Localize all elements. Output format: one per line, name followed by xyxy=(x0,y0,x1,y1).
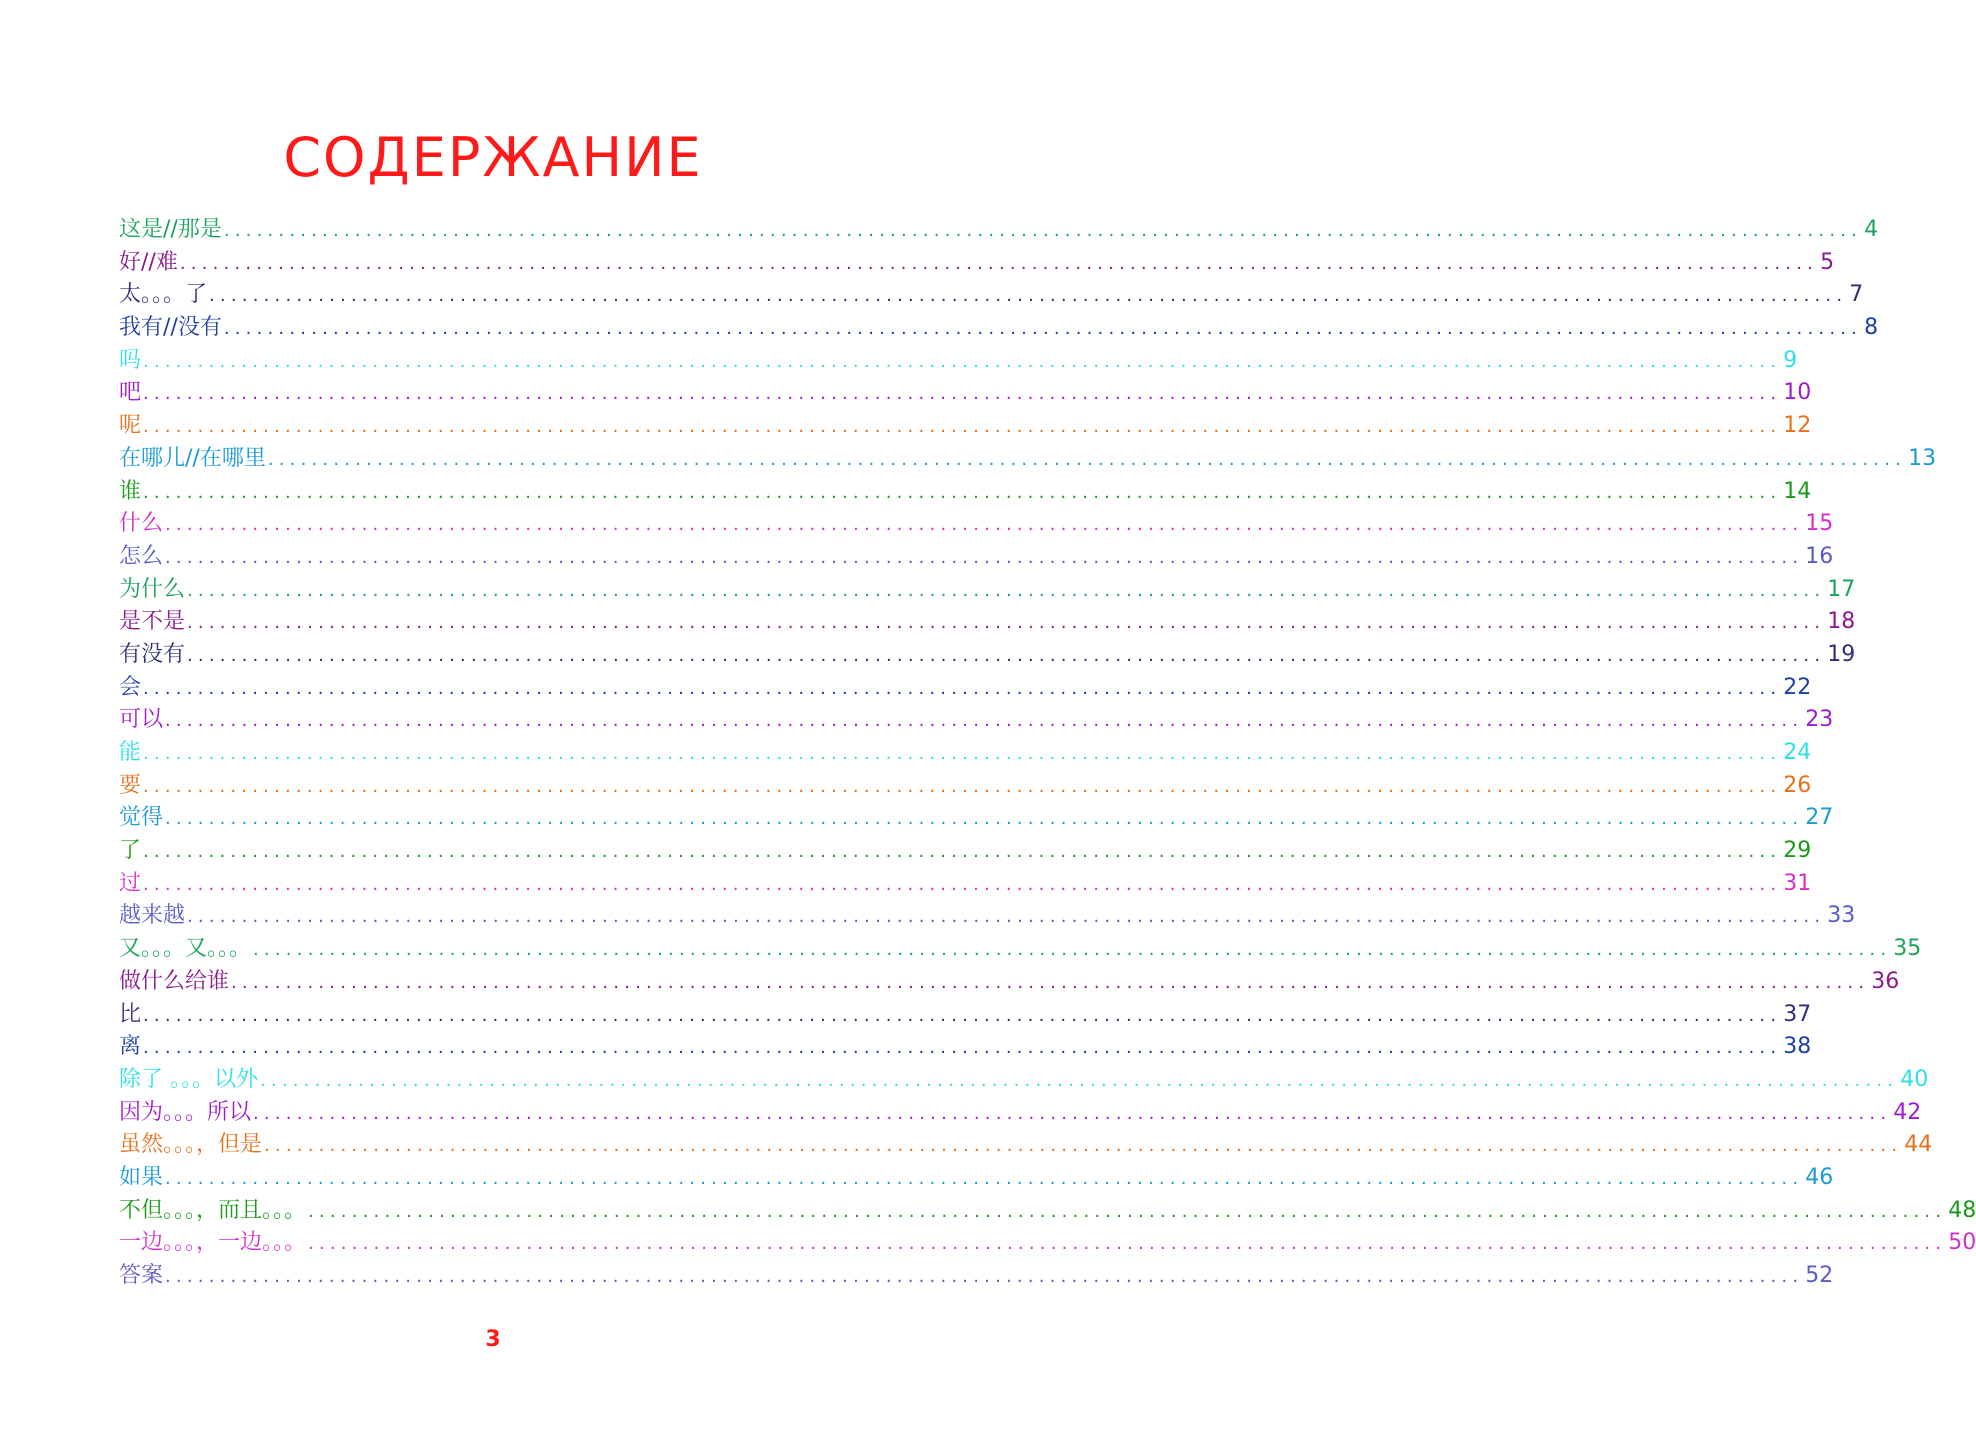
dot-leader: ...................................................................................................................................................... xyxy=(267,448,1907,470)
toc-entry[interactable] xyxy=(119,802,1834,835)
toc-entry-title: 为什么 xyxy=(119,576,186,602)
toc-entry-page-number: 14 xyxy=(1783,478,1812,504)
toc-entry-page-number: 35 xyxy=(1893,936,1922,962)
toc-entry-page-number: 33 xyxy=(1827,903,1856,929)
toc-entry[interactable] xyxy=(119,737,1812,770)
dot-leader: ...................................................................................................................................................... xyxy=(253,939,1892,961)
toc-entry-page-number: 9 xyxy=(1783,347,1798,373)
toc-entry-title: 我有//没有 xyxy=(119,315,222,341)
toc-entry-title: 谁 xyxy=(119,478,142,504)
toc-entry-title: 又。。。又。。。 xyxy=(119,936,252,962)
dot-leader: ...................................................................................................................................................... xyxy=(143,873,1782,895)
dot-leader: ...................................................................................................................................................... xyxy=(143,775,1782,797)
toc-entry-page-number: 22 xyxy=(1783,674,1812,700)
dot-leader: ...................................................................................................................................................... xyxy=(223,318,1863,340)
toc-entry[interactable] xyxy=(119,1064,1929,1097)
toc-entry-title: 在哪儿//在哪里 xyxy=(119,445,266,471)
dot-leader: ...................................................................................................................................................... xyxy=(308,1200,1947,1222)
dot-leader: ...................................................................................................................................................... xyxy=(187,612,1826,634)
toc-entry[interactable] xyxy=(119,312,1879,345)
toc-entry[interactable] xyxy=(119,508,1834,541)
toc-entry-title: 要 xyxy=(119,772,142,798)
toc-entry-page-number: 7 xyxy=(1849,282,1864,308)
toc-entry[interactable] xyxy=(119,1162,1834,1195)
dot-leader: ...................................................................................................................................................... xyxy=(143,677,1782,699)
dot-leader: ...................................................................................................................................................... xyxy=(187,644,1826,666)
toc-entry-title: 什么 xyxy=(119,511,164,537)
dot-leader: ...................................................................................................................................................... xyxy=(165,1167,1804,1189)
toc-entry-page-number: 27 xyxy=(1805,805,1834,831)
toc-entry[interactable] xyxy=(119,574,1856,607)
toc-entry[interactable] xyxy=(119,900,1856,933)
toc-entry-title: 是不是 xyxy=(119,609,186,635)
toc-entry-page-number: 40 xyxy=(1900,1066,1929,1092)
dot-leader: ...................................................................................................................................................... xyxy=(260,1069,1899,1091)
toc-entry-title: 做什么给谁 xyxy=(119,968,230,994)
toc-entry-title: 怎么 xyxy=(119,543,164,569)
toc-entry-title: 一边。。。，一边。。。 xyxy=(119,1230,307,1256)
toc-entry-title: 觉得 xyxy=(119,805,164,831)
dot-leader: ...................................................................................................................................................... xyxy=(143,743,1782,764)
toc-entry-page-number: 26 xyxy=(1783,772,1812,798)
toc-entry-page-number: 24 xyxy=(1783,740,1812,765)
toc-entry-title: 吧 xyxy=(119,380,142,406)
toc-entry[interactable] xyxy=(119,672,1812,705)
toc-entry-title: 除了 。。。以外 xyxy=(119,1066,258,1092)
dot-leader: ...................................................................................................................................................... xyxy=(143,1037,1782,1059)
toc-entry-title: 有没有 xyxy=(119,641,186,667)
toc-entry[interactable] xyxy=(119,247,1835,280)
toc-entry-page-number: 37 xyxy=(1783,1001,1812,1027)
dot-leader: ...................................................................................................................................................... xyxy=(143,841,1782,863)
page-title: СОДЕРЖАНИЕ xyxy=(283,126,703,189)
dot-leader: ...................................................................................................................................................... xyxy=(143,350,1782,372)
toc-entry-page-number: 12 xyxy=(1783,413,1812,439)
toc-entry-page-number: 17 xyxy=(1827,576,1856,602)
toc-entry-page-number: 36 xyxy=(1871,968,1900,994)
toc-entry-title: 太。。。了 xyxy=(119,282,208,308)
toc-entry-title: 越来越 xyxy=(119,903,186,929)
toc-entry[interactable] xyxy=(119,1129,1933,1162)
toc-entry[interactable] xyxy=(119,279,1864,312)
toc-entry[interactable] xyxy=(119,1260,1834,1293)
toc-entry[interactable] xyxy=(119,214,1879,247)
dot-leader: ...................................................................................................................................................... xyxy=(165,1266,1804,1287)
toc-entry-page-number: 48 xyxy=(1948,1197,1976,1223)
toc-entry-page-number: 16 xyxy=(1805,543,1834,569)
dot-leader: ...................................................................................................................................................... xyxy=(143,416,1782,438)
dot-leader: ...................................................................................................................................................... xyxy=(187,579,1826,601)
toc-entry-title: 因为。。。所以 xyxy=(119,1099,252,1125)
toc-entry-title: 可以 xyxy=(119,707,164,733)
dot-leader: ...................................................................................................................................................... xyxy=(165,514,1804,536)
dot-leader: ...................................................................................................................................................... xyxy=(308,1233,1947,1255)
toc-entry-page-number: 29 xyxy=(1783,838,1812,864)
toc-entry[interactable] xyxy=(119,1195,1976,1228)
toc-entry[interactable] xyxy=(119,476,1812,509)
dot-leader: ...................................................................................................................................................... xyxy=(143,1004,1782,1026)
toc-entry-title: 虽然。。。，但是 xyxy=(119,1132,263,1158)
toc-entry-title: 能 xyxy=(119,740,142,765)
toc-entry[interactable] xyxy=(119,704,1834,737)
toc-entry-title: 会 xyxy=(119,674,142,700)
toc-entry[interactable] xyxy=(119,1097,1922,1130)
toc-entry[interactable] xyxy=(119,966,1900,999)
toc-entry-title: 吗 xyxy=(119,347,142,373)
toc-entry-title: 离 xyxy=(119,1034,142,1060)
toc-entry-title: 呢 xyxy=(119,413,142,439)
toc-entry-page-number: 38 xyxy=(1783,1034,1812,1060)
toc-entry[interactable] xyxy=(119,410,1812,443)
table-of-contents xyxy=(119,214,1976,1293)
toc-entry[interactable] xyxy=(119,933,1922,966)
toc-entry-page-number: 10 xyxy=(1783,380,1812,406)
toc-entry-page-number: 8 xyxy=(1864,315,1879,341)
toc-entry[interactable] xyxy=(119,770,1812,803)
toc-entry-page-number: 46 xyxy=(1805,1164,1834,1190)
toc-entry-page-number: 15 xyxy=(1805,511,1834,537)
toc-entry[interactable] xyxy=(119,639,1856,672)
toc-entry-title: 比 xyxy=(119,1001,142,1027)
toc-entry-title: 不但。。。，而且。。。 xyxy=(119,1197,307,1223)
dot-leader: ...................................................................................................................................................... xyxy=(209,285,1848,307)
toc-entry[interactable] xyxy=(119,868,1812,901)
toc-entry-title: 过 xyxy=(119,870,142,896)
dot-leader: ...................................................................................................................................................... xyxy=(187,906,1826,928)
dot-leader: ...................................................................................................................................................... xyxy=(231,971,1870,993)
toc-entry-title: 好//难 xyxy=(119,249,178,275)
toc-entry-page-number: 5 xyxy=(1820,249,1835,275)
dot-leader: ...................................................................................................................................................... xyxy=(165,546,1804,568)
toc-entry-page-number: 13 xyxy=(1908,445,1937,471)
page-number: 3 xyxy=(485,1327,501,1352)
toc-entry-title: 答案 xyxy=(119,1263,164,1288)
toc-entry-page-number: 4 xyxy=(1864,217,1879,242)
toc-entry[interactable] xyxy=(119,1227,1976,1260)
dot-leader: ...................................................................................................................................................... xyxy=(143,383,1782,405)
toc-entry[interactable] xyxy=(119,999,1812,1032)
toc-entry[interactable] xyxy=(119,443,1937,476)
dot-leader: ...................................................................................................................................................... xyxy=(223,220,1863,241)
dot-leader: ...................................................................................................................................................... xyxy=(253,1102,1892,1124)
toc-entry-page-number: 23 xyxy=(1805,707,1834,733)
dot-leader: ...................................................................................................................................................... xyxy=(165,710,1804,732)
toc-entry-title: 了 xyxy=(119,838,142,864)
toc-entry-title: 这是//那是 xyxy=(119,217,222,242)
toc-entry-page-number: 31 xyxy=(1783,870,1812,896)
toc-entry[interactable] xyxy=(119,345,1798,378)
toc-entry-page-number: 50 xyxy=(1948,1230,1976,1256)
dot-leader: ...................................................................................................................................................... xyxy=(264,1135,1903,1157)
toc-entry[interactable] xyxy=(119,377,1812,410)
toc-entry-page-number: 18 xyxy=(1827,609,1856,635)
dot-leader: ...................................................................................................................................................... xyxy=(165,808,1804,830)
toc-entry-page-number: 42 xyxy=(1893,1099,1922,1125)
dot-leader: ...................................................................................................................................................... xyxy=(143,481,1782,503)
dot-leader: ...................................................................................................................................................... xyxy=(179,252,1819,274)
toc-entry[interactable] xyxy=(119,606,1856,639)
toc-entry-title: 如果 xyxy=(119,1164,164,1190)
toc-entry[interactable] xyxy=(119,835,1812,868)
toc-entry-page-number: 52 xyxy=(1805,1263,1834,1288)
toc-entry-page-number: 19 xyxy=(1827,641,1856,667)
toc-entry-page-number: 44 xyxy=(1904,1132,1933,1158)
toc-entry[interactable] xyxy=(119,541,1834,574)
toc-entry[interactable] xyxy=(119,1031,1812,1064)
